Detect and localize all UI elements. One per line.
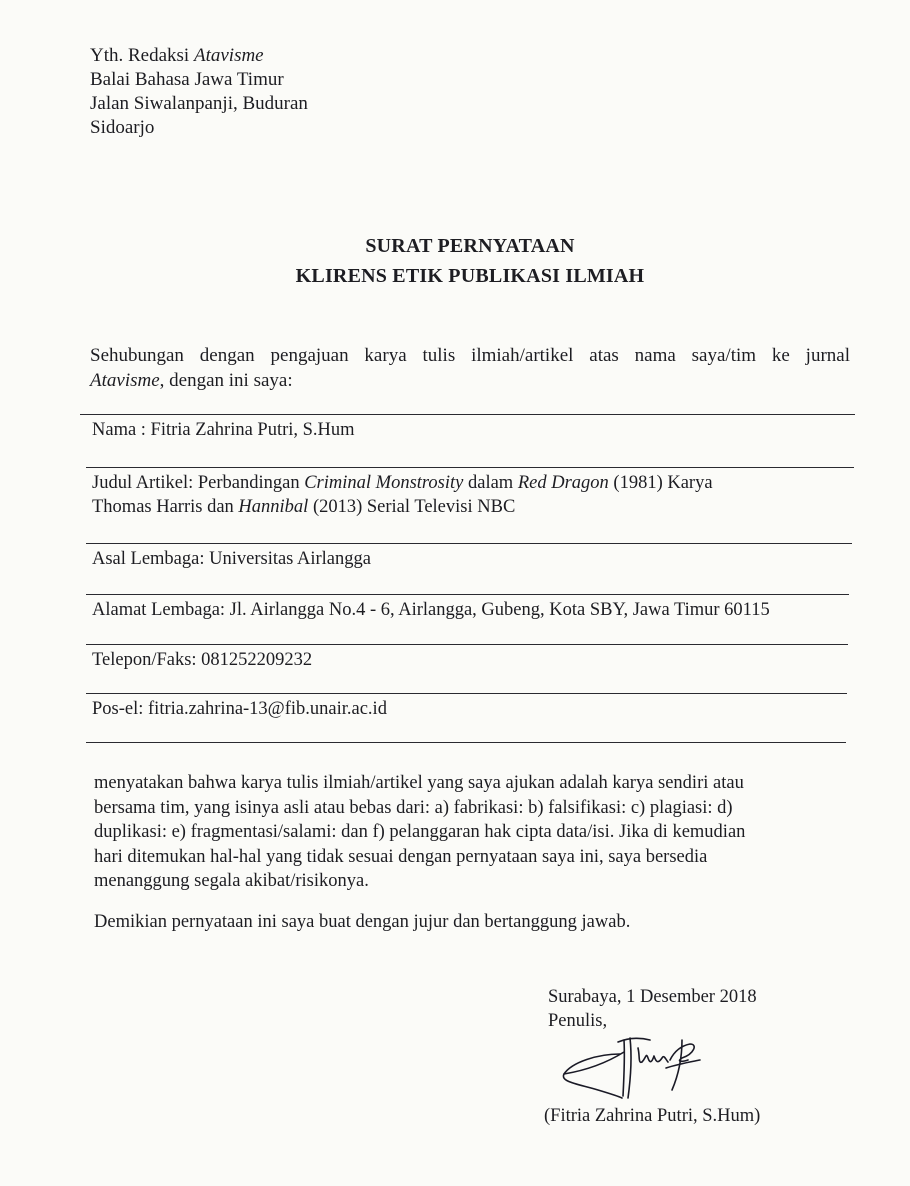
field-divider — [86, 742, 846, 743]
field-divider — [86, 693, 847, 694]
field-judul-artikel: Judul Artikel: Perbandingan Criminal Monstrosity dalam Red Dragon (1981) Karya Thomas Harris dan Hannibal (2013) Serial Televisi NBC — [92, 473, 713, 517]
recipient-line-3: Jalan Siwalanpanji, Buduran — [90, 93, 308, 114]
recipient-line-4: Sidoarjo — [90, 117, 155, 138]
recipient-address — [90, 44, 308, 140]
signer-role: Penulis, — [548, 1011, 608, 1031]
field-asal-lembaga: Asal Lembaga: Universitas Airlangga — [92, 549, 371, 569]
field-alamat-lembaga: Alamat Lembaga: Jl. Airlangga No.4 - 6, Airlangga, Gubeng, Kota SBY, Jawa Timur 60115 — [92, 600, 770, 620]
signer-name: (Fitria Zahrina Putri, S.Hum) — [544, 1106, 761, 1126]
document-title: SURAT PERNYATAAN — [365, 235, 575, 257]
signature-block — [548, 985, 757, 1033]
statement-paragraph: menyatakan bahwa karya tulis ilmiah/artikel yang saya ajukan adalah karya sendiri atau bersama tim, yang isinya asli atau bebas dari: a) fabrikasi: b) falsifikasi: c) plagiasi: d) duplikasi: e) fragmentasi/salami: dan f) pelanggaran hak cipta data/isi. Jika di kemudian hari ditemukan hal-hal yang tidak sesuai dengan pernyataan saya ini, saya bersedia menanggung segala akibat/risikonya. — [94, 773, 746, 891]
place-date: Surabaya, 1 Desember 2018 — [548, 987, 757, 1007]
intro-paragraph: Sehubungan dengan pengajuan karya tulis ilmiah/artikel atas nama saya/tim ke jurnal Atavisme, dengan ini saya: — [90, 345, 850, 391]
document-subtitle: KLIRENS ETIK PUBLIKASI ILMIAH — [295, 265, 645, 287]
field-nama: Nama : Fitria Zahrina Putri, S.Hum — [92, 420, 355, 440]
recipient-line-2: Balai Bahasa Jawa Timur — [90, 69, 284, 90]
field-pos-el: Pos-el: fitria.zahrina-13@fib.unair.ac.id — [92, 699, 387, 719]
journal-name: Atavisme — [193, 45, 264, 66]
field-divider — [80, 414, 855, 415]
field-divider — [86, 644, 848, 645]
recipient-line-1: Yth. Redaksi Atavisme — [90, 45, 264, 66]
field-divider — [86, 594, 849, 595]
closing-statement: Demikian pernyataan ini saya buat dengan jujur dan bertanggung jawab. — [94, 912, 631, 932]
field-divider — [86, 467, 854, 468]
field-telepon: Telepon/Faks: 081252209232 — [92, 650, 313, 670]
field-divider — [86, 543, 852, 544]
handwritten-signature — [558, 1032, 728, 1102]
